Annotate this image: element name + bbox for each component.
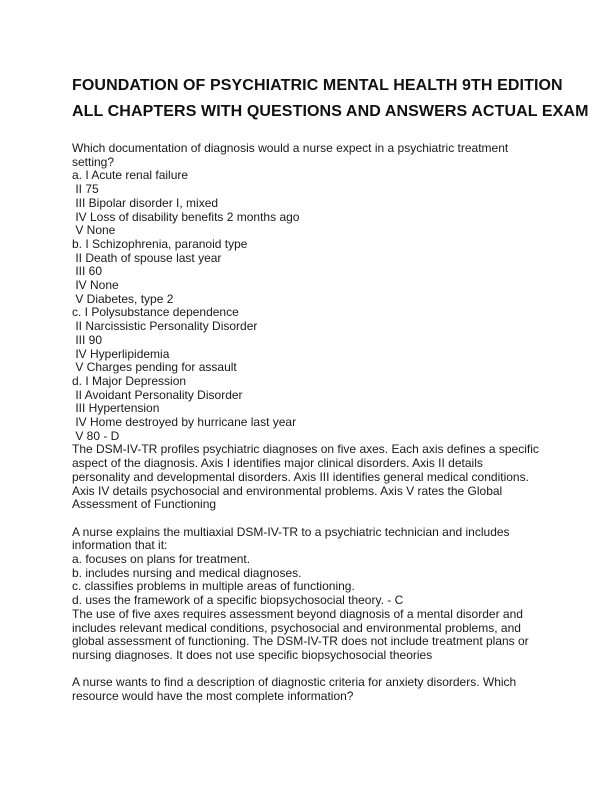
question-stem-line: A nurse wants to find a description of diagnostic criteria for anxiety disorders. Which: [72, 675, 517, 690]
rationale-line: global assessment of functioning. The DSM-IV-TR does not include treatment plans or: [72, 634, 529, 649]
answer-option-line: II 75: [72, 182, 99, 197]
rationale-line: nursing diagnoses. It does not use specific biopsychosocial theories: [72, 648, 433, 662]
question-2: [72, 526, 547, 663]
answer-option-line: II Avoidant Personality Disorder: [72, 387, 243, 402]
answer-option-line: III 60: [72, 264, 103, 279]
question-stem-line: A nurse explains the multiaxial DSM-IV-TR to a psychiatric technician and includes: [72, 524, 510, 539]
answer-option-line: c. classifies problems in multiple areas of functioning.: [72, 579, 355, 594]
answer-option-line: III 90: [72, 332, 103, 347]
paragraph-gap: [72, 512, 547, 526]
rationale-line: aspect of the diagnosis. Axis I identifies major clinical disorders. Axis II details: [72, 456, 483, 471]
answer-option-line: V 80 - D: [72, 428, 120, 443]
answer-option-line: d. uses the framework of a specific biopsychosocial theory. - C: [72, 593, 404, 608]
rationale-line: includes relevant medical conditions, psychosocial and environmental problems, and: [72, 620, 521, 635]
question-3: [72, 676, 547, 703]
answer-option-line: IV None: [72, 278, 119, 293]
rationale-line: The use of five axes requires assessment beyond diagnosis of a mental disorder and: [72, 606, 523, 621]
answer-option-line: IV Loss of disability benefits 2 months ago: [72, 209, 300, 224]
question-stem-line: Which documentation of diagnosis would a nurse expect in a psychiatric treatment: [72, 141, 509, 155]
answer-option-line: II Death of spouse last year: [72, 250, 222, 265]
answer-option-line: V Diabetes, type 2: [72, 291, 174, 306]
title-line-1: FOUNDATION OF PSYCHIATRIC MENTAL HEALTH 9TH EDITION: [72, 77, 563, 94]
answer-option-line: III Bipolar disorder I, mixed: [72, 195, 219, 210]
answer-option-line: c. I Polysubstance dependence: [72, 305, 239, 320]
answer-option-line: d. I Major Depression: [72, 373, 187, 388]
question-stem-line: resource would have the most complete information?: [72, 689, 354, 704]
rationale-line: Assessment of Functioning: [72, 497, 217, 512]
question-1: [72, 142, 547, 512]
question-stem-line: information that it:: [72, 538, 168, 553]
rationale-line: The DSM-IV-TR profiles psychiatric diagnoses on five axes. Each axis defines a specific: [72, 442, 539, 457]
rationale-line: personality and developmental disorders. Axis III identifies general medical conditions.: [72, 469, 529, 484]
answer-option-line: V None: [72, 223, 116, 238]
answer-option-line: a. focuses on plans for treatment.: [72, 552, 251, 567]
document-title: [72, 73, 589, 125]
answer-option-line: b. includes nursing and medical diagnoses.: [72, 565, 302, 580]
answer-option-line: b. I Schizophrenia, paranoid type: [72, 236, 248, 251]
rationale-line: Axis IV details psychosocial and environmental problems. Axis V rates the Global: [72, 483, 503, 498]
answer-option-line: IV Home destroyed by hurricane last year: [72, 415, 297, 430]
question-stem-line: setting?: [72, 154, 115, 169]
answer-option-line: II Narcissistic Personality Disorder: [72, 319, 258, 334]
answer-option-line: IV Hyperlipidemia: [72, 346, 170, 361]
paragraph-gap: [72, 663, 547, 677]
answer-option-line: V Charges pending for assault: [72, 360, 237, 375]
answer-option-line: a. I Acute renal failure: [72, 168, 189, 183]
answer-option-line: III Hypertension: [72, 401, 160, 416]
title-line-2: ALL CHAPTERS WITH QUESTIONS AND ANSWERS ACTUAL EXAM: [72, 103, 589, 120]
document-body: [72, 142, 547, 704]
